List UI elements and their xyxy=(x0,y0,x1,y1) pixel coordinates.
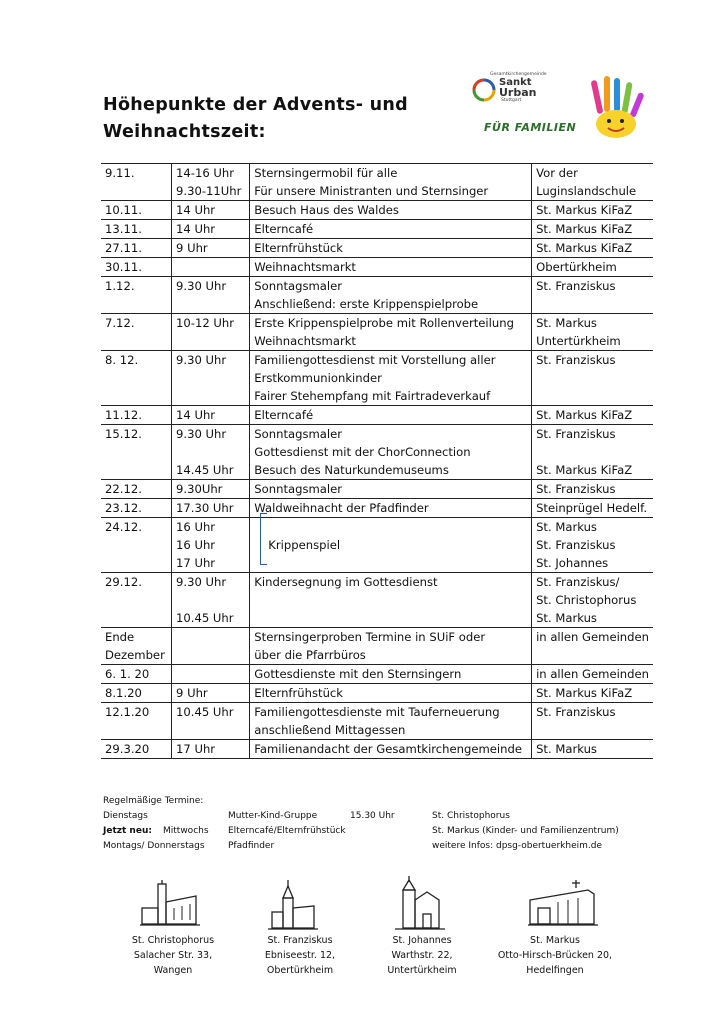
event-time-cell xyxy=(172,684,250,703)
event-date-cell xyxy=(101,351,172,406)
event-date: 13.11. xyxy=(105,222,142,236)
event-time: 9 Uhr xyxy=(176,241,208,255)
church-st-christophorus xyxy=(108,933,238,978)
event-date-cell xyxy=(101,277,172,314)
event-description: Elternfrühstück xyxy=(254,686,343,700)
table-row xyxy=(101,258,653,277)
church-name: St. Franziskus xyxy=(267,935,333,946)
event-place-cell xyxy=(532,518,653,573)
event-description: Elterncafé xyxy=(254,222,314,236)
table-row xyxy=(101,239,653,258)
event-description-cell xyxy=(250,406,532,425)
event-place-cell xyxy=(532,499,653,518)
event-description-cell xyxy=(250,573,532,628)
event-time-cell xyxy=(172,239,250,258)
event-time: 9.30 Uhr xyxy=(176,353,227,367)
event-date: 8. 12. xyxy=(105,353,139,367)
table-row xyxy=(101,518,653,573)
event-date: 6. 1. 20 xyxy=(105,667,150,681)
logo-city: Stuttgart xyxy=(501,98,522,103)
table-row xyxy=(101,406,653,425)
event-description: Erstkommunionkinder xyxy=(254,371,382,385)
event-place: Untertürkheim xyxy=(536,334,621,348)
event-time: 9.30-11Uhr xyxy=(176,184,242,198)
table-row xyxy=(101,425,653,480)
event-description-cell xyxy=(250,277,532,314)
table-row xyxy=(101,573,653,628)
church-town: Wangen xyxy=(153,965,193,976)
st-franziskus-church-icon xyxy=(268,880,318,932)
event-description-cell xyxy=(250,628,532,665)
event-date xyxy=(105,182,167,200)
st-johannes-church-icon xyxy=(395,876,445,931)
event-time: 14 Uhr xyxy=(176,408,216,422)
event-time-cell xyxy=(172,314,250,351)
event-place xyxy=(536,295,649,313)
event-place: St. Franziskus xyxy=(536,482,616,496)
event-place: St. Markus KiFaZ xyxy=(536,222,633,236)
event-description-cell xyxy=(250,164,532,201)
table-row xyxy=(101,480,653,499)
table-row xyxy=(101,703,653,740)
event-place-cell xyxy=(532,665,653,684)
event-description: Sternsingerproben Termine in SUiF oder xyxy=(254,630,486,644)
event-place-cell xyxy=(532,314,653,351)
event-description: Familiengottesdienst mit Vorstellung aller xyxy=(254,353,496,367)
event-time: 10.45 Uhr xyxy=(176,611,234,625)
event-time xyxy=(176,387,245,405)
event-time xyxy=(176,258,245,276)
event-description: Sonntagsmaler xyxy=(254,427,343,441)
event-date-cell xyxy=(101,239,172,258)
event-date xyxy=(105,609,167,627)
event-time: 9.30 Uhr xyxy=(176,279,227,293)
event-time xyxy=(176,591,245,609)
event-place xyxy=(536,646,649,664)
regular-row2-place: St. Markus (Kinder- und Familienzentrum) xyxy=(432,826,619,836)
event-date: 30.11. xyxy=(105,260,142,274)
event-place-cell xyxy=(532,740,653,759)
event-date: 23.12. xyxy=(105,501,142,515)
event-date-cell xyxy=(101,573,172,628)
event-place: St. Franziskus xyxy=(536,538,616,552)
event-place: St. Markus KiFaZ xyxy=(536,463,633,477)
event-description: Gottesdienst mit der ChorConnection xyxy=(254,445,471,459)
regular-row2-event: Elterncafé/Elternfrühstück xyxy=(228,826,346,836)
regular-dates-heading: Regelmäßige Termine: xyxy=(103,796,204,806)
regular-row2-new-label: Jetzt neu: xyxy=(103,826,152,836)
event-date-cell xyxy=(101,314,172,351)
event-time: 14-16 Uhr xyxy=(176,166,235,180)
event-date: 24.12. xyxy=(105,520,142,534)
event-description: Erste Krippenspielprobe mit Rollenverteilung xyxy=(254,316,514,330)
logo-sankt: Sankt xyxy=(499,77,532,88)
event-description: Elterncafé xyxy=(254,408,314,422)
event-time: 14 Uhr xyxy=(176,203,216,217)
event-description-cell xyxy=(250,480,532,499)
event-time: 14 Uhr xyxy=(176,222,216,236)
event-time-cell xyxy=(172,740,250,759)
event-time: 14.45 Uhr xyxy=(176,463,234,477)
event-place: in allen Gemeinden xyxy=(536,667,649,681)
event-place: Obertürkheim xyxy=(536,260,617,274)
event-place: St. Franziskus xyxy=(536,353,616,367)
event-date xyxy=(105,461,167,479)
event-time: 10-12 Uhr xyxy=(176,316,235,330)
event-time: 16 Uhr xyxy=(176,538,216,552)
event-date xyxy=(105,591,167,609)
event-place: St. Markus KiFaZ xyxy=(536,241,633,255)
event-date: 9.11. xyxy=(105,166,135,180)
event-time: 10.45 Uhr xyxy=(176,705,234,719)
event-description: Sonntagsmaler xyxy=(254,482,343,496)
event-description: Besuch des Naturkundemuseums xyxy=(254,463,449,477)
event-place: St. Christophorus xyxy=(536,593,637,607)
event-time-cell xyxy=(172,518,250,573)
event-description: Fairer Stehempfang mit Fairtradeverkauf xyxy=(254,389,491,403)
table-row xyxy=(101,499,653,518)
event-place-cell xyxy=(532,201,653,220)
event-time xyxy=(176,295,245,313)
event-date xyxy=(105,387,167,405)
event-description xyxy=(254,591,527,609)
event-date xyxy=(105,443,167,461)
event-time xyxy=(176,646,245,664)
event-description: Sternsingermobil für alle xyxy=(254,166,398,180)
event-place-cell xyxy=(532,258,653,277)
event-description-cell xyxy=(250,740,532,759)
event-place: St. Markus xyxy=(536,316,597,330)
event-time: 17 Uhr xyxy=(176,742,216,756)
event-date xyxy=(105,369,167,387)
table-row xyxy=(101,201,653,220)
logo-families-text: FÜR FAMILIEN xyxy=(484,121,577,134)
event-place: Vor der xyxy=(536,166,578,180)
event-time xyxy=(176,665,245,683)
event-date: 15.12. xyxy=(105,427,142,441)
church-street: Warthstr. 22, xyxy=(391,950,453,961)
event-place-cell xyxy=(532,239,653,258)
event-time-cell xyxy=(172,499,250,518)
event-date: 11.12. xyxy=(105,408,142,422)
event-date-cell xyxy=(101,665,172,684)
event-date xyxy=(105,332,167,350)
event-time-cell xyxy=(172,201,250,220)
event-place-cell xyxy=(532,628,653,665)
event-place: St. Markus xyxy=(536,611,597,625)
event-description: Sonntagsmaler xyxy=(254,279,343,293)
event-time xyxy=(176,628,245,646)
event-place: St. Markus KiFaZ xyxy=(536,203,633,217)
event-description-cell xyxy=(250,201,532,220)
event-place: Luginslandschule xyxy=(536,184,637,198)
church-street: Otto-Hirsch-Brücken 20, xyxy=(497,950,613,961)
event-time: 9.30 Uhr xyxy=(176,427,227,441)
event-time: 9.30 Uhr xyxy=(176,575,227,589)
event-date-cell xyxy=(101,684,172,703)
event-date-cell xyxy=(101,258,172,277)
event-description-cell xyxy=(250,220,532,239)
event-place: St. Markus xyxy=(536,742,597,756)
events-schedule-table xyxy=(101,163,653,759)
event-place: in allen Gemeinden xyxy=(536,630,649,644)
event-date xyxy=(105,295,167,313)
event-place-cell xyxy=(532,425,653,480)
event-place-cell xyxy=(532,703,653,740)
event-date: 8.1.20 xyxy=(105,686,142,700)
regular-row2-day: Mittwochs xyxy=(163,826,209,836)
event-time: 16 Uhr xyxy=(176,520,216,534)
event-time xyxy=(176,721,245,739)
event-date-cell xyxy=(101,499,172,518)
event-time-cell xyxy=(172,573,250,628)
event-place-cell xyxy=(532,406,653,425)
event-time-cell xyxy=(172,406,250,425)
church-st-johannes xyxy=(362,933,482,978)
event-description-cell xyxy=(250,518,532,573)
event-date: 27.11. xyxy=(105,241,142,255)
event-description-cell xyxy=(250,239,532,258)
event-description-cell xyxy=(250,351,532,406)
regular-row1-place: St. Christophorus xyxy=(432,811,510,821)
event-date-cell xyxy=(101,703,172,740)
event-description: Familiengottesdienste mit Tauferneuerung xyxy=(254,705,500,719)
event-place-cell xyxy=(532,277,653,314)
event-place: St. Franziskus/ xyxy=(536,575,620,589)
event-time-cell xyxy=(172,277,250,314)
church-town: Untertürkheim xyxy=(387,965,457,976)
event-time xyxy=(176,369,245,387)
event-time-cell xyxy=(172,164,250,201)
event-description: Familienandacht der Gesamtkirchengemeinde xyxy=(254,742,522,756)
colorful-hands-icon xyxy=(588,76,650,146)
event-date: 1.12. xyxy=(105,279,135,293)
event-description-cell xyxy=(250,665,532,684)
regular-row1-day: Dienstags xyxy=(103,811,148,821)
event-date-cell xyxy=(101,220,172,239)
event-date: Dezember xyxy=(105,648,165,662)
regular-row1-event: Mutter-Kind-Gruppe xyxy=(228,811,318,821)
church-town: Hedelfingen xyxy=(526,965,584,976)
church-name: St. Johannes xyxy=(392,935,452,946)
event-place: Steinprügel Hedelf. xyxy=(536,501,648,515)
event-date: 12.1.20 xyxy=(105,705,150,719)
event-description: Waldweihnacht der Pfadfinder xyxy=(254,501,429,515)
regular-row3-event: Pfadfinder xyxy=(228,841,275,851)
event-description-cell xyxy=(250,425,532,480)
logo-urban: Urban xyxy=(499,86,537,99)
event-date xyxy=(105,554,167,572)
page-title-line-2: Weihnachtszeit: xyxy=(103,122,266,142)
church-st-markus xyxy=(480,933,630,978)
event-description: über die Pfarrbüros xyxy=(254,648,366,662)
krippenspiel-bracket xyxy=(260,513,267,565)
event-place-cell xyxy=(532,684,653,703)
st-markus-church-icon xyxy=(528,880,598,930)
event-date: 29.3.20 xyxy=(105,742,150,756)
regular-row3-place[interactable]: weitere Infos: dpsg-obertuerkheim.de xyxy=(432,841,602,851)
event-date-cell xyxy=(101,164,172,201)
page-title-line-1: Höhepunkte der Advents- und xyxy=(103,95,409,115)
event-place: St. Markus KiFaZ xyxy=(536,686,633,700)
event-date: 29.12. xyxy=(105,575,142,589)
event-description: Für unsere Ministranten und Sternsinger xyxy=(254,184,489,198)
event-description-cell xyxy=(250,499,532,518)
event-time-cell xyxy=(172,258,250,277)
event-place-cell xyxy=(532,220,653,239)
event-place-cell xyxy=(532,351,653,406)
sankt-urban-logo xyxy=(470,66,650,156)
event-description: Weihnachtsmarkt xyxy=(254,334,356,348)
event-date-cell xyxy=(101,425,172,480)
st-christophorus-church-icon xyxy=(140,880,200,930)
sankt-urban-emblem-icon xyxy=(472,78,496,102)
event-date: 22.12. xyxy=(105,482,142,496)
event-description xyxy=(254,518,527,536)
event-date-cell xyxy=(101,518,172,573)
event-time: 9 Uhr xyxy=(176,686,208,700)
table-row xyxy=(101,164,653,201)
event-place xyxy=(536,443,649,461)
regular-row1-time: 15.30 Uhr xyxy=(350,811,395,821)
event-place-cell xyxy=(532,573,653,628)
event-place-cell xyxy=(532,480,653,499)
event-date: Ende xyxy=(105,630,135,644)
event-place xyxy=(536,721,649,739)
event-time-cell xyxy=(172,480,250,499)
event-description: Weihnachtsmarkt xyxy=(254,260,356,274)
church-street: Salacher Str. 33, xyxy=(133,950,213,961)
event-description xyxy=(254,609,527,627)
church-town: Obertürkheim xyxy=(266,965,334,976)
table-row xyxy=(101,314,653,351)
event-date-cell xyxy=(101,740,172,759)
event-description-cell xyxy=(250,684,532,703)
table-row xyxy=(101,740,653,759)
church-st-franziskus xyxy=(240,933,360,978)
table-row xyxy=(101,665,653,684)
event-description: Elternfrühstück xyxy=(254,241,343,255)
event-time: 17 Uhr xyxy=(176,556,216,570)
event-description: Krippenspiel xyxy=(268,538,341,552)
page-title xyxy=(103,92,408,146)
event-date: 7.12. xyxy=(105,316,135,330)
event-place: St. Franziskus xyxy=(536,705,616,719)
event-time: 17.30 Uhr xyxy=(176,501,234,515)
event-description-cell xyxy=(250,258,532,277)
event-description-cell xyxy=(250,703,532,740)
event-time-cell xyxy=(172,351,250,406)
table-row xyxy=(101,277,653,314)
event-date-cell xyxy=(101,201,172,220)
church-name: St. Christophorus xyxy=(131,935,215,946)
logo-parish-label: Gesamtkirchengemeinde xyxy=(490,72,547,77)
table-row xyxy=(101,351,653,406)
event-description: Besuch Haus des Waldes xyxy=(254,203,399,217)
church-street: Ebniseestr. 12, xyxy=(264,950,336,961)
event-time xyxy=(176,332,245,350)
church-name: St. Markus xyxy=(530,935,580,946)
event-place: St. Franziskus xyxy=(536,427,616,441)
event-description: anschließend Mittagessen xyxy=(254,723,406,737)
event-place xyxy=(536,387,649,405)
event-time xyxy=(176,443,245,461)
event-date-cell xyxy=(101,480,172,499)
table-row xyxy=(101,220,653,239)
regular-row3-day: Montags/ Donnerstags xyxy=(103,841,205,851)
event-description: Gottesdienste mit den Sternsingern xyxy=(254,667,462,681)
event-place: St. Markus xyxy=(536,520,597,534)
event-date-cell xyxy=(101,406,172,425)
event-time-cell xyxy=(172,665,250,684)
table-row xyxy=(101,684,653,703)
event-time-cell xyxy=(172,703,250,740)
event-place: St. Markus KiFaZ xyxy=(536,408,633,422)
event-time: 9.30Uhr xyxy=(176,482,223,496)
event-description: Kindersegnung im Gottesdienst xyxy=(254,575,438,589)
event-place xyxy=(536,369,649,387)
event-place: St. Franziskus xyxy=(536,279,616,293)
event-time-cell xyxy=(172,220,250,239)
event-description: Anschließend: erste Krippenspielprobe xyxy=(254,297,479,311)
event-place: St. Johannes xyxy=(536,556,609,570)
event-date: 10.11. xyxy=(105,203,142,217)
event-date xyxy=(105,721,167,739)
event-description-cell xyxy=(250,314,532,351)
event-place-cell xyxy=(532,164,653,201)
event-date-cell xyxy=(101,628,172,665)
event-date xyxy=(105,536,167,554)
event-time-cell xyxy=(172,425,250,480)
event-description xyxy=(254,554,527,572)
event-time-cell xyxy=(172,628,250,665)
table-row xyxy=(101,628,653,665)
